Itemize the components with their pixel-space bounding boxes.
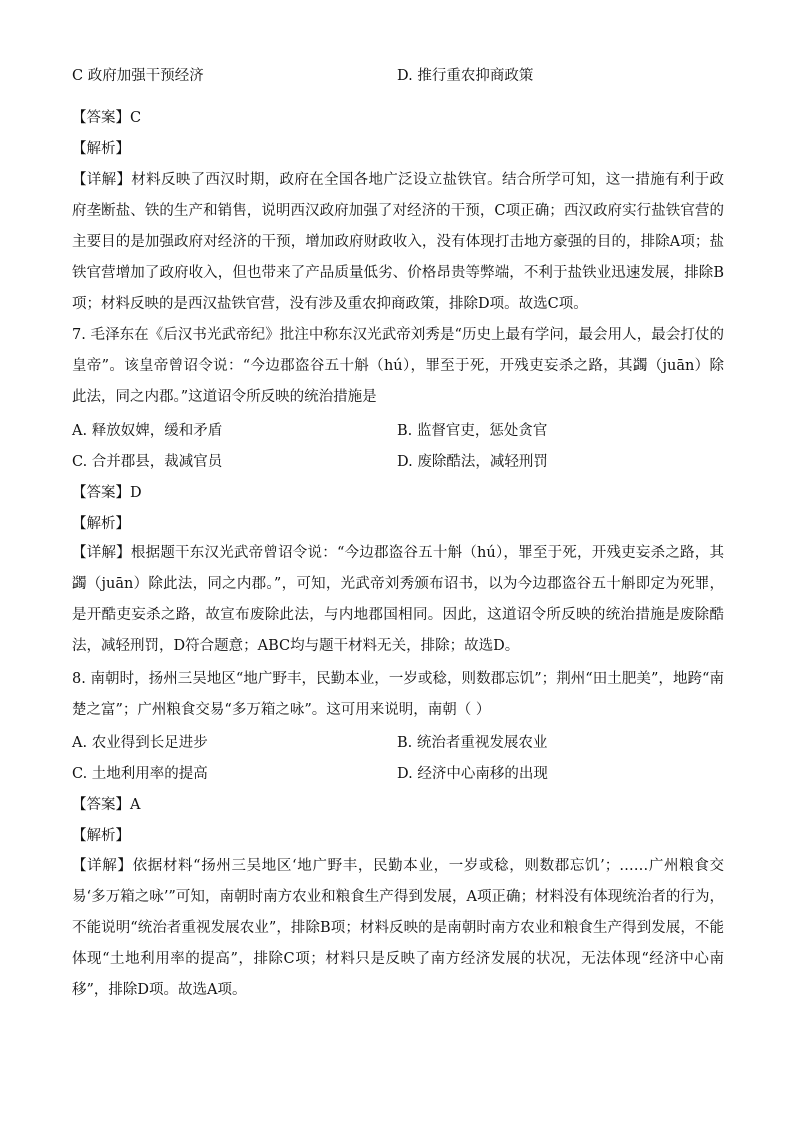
q7-option-b: B. 监督官吏，惩处贪官 [397, 423, 548, 439]
q8-option-c: C. 土地利用率的提高 [72, 766, 208, 782]
q8-option-a: A. 农业得到长足进步 [72, 735, 208, 751]
q7-analysis-label: 【解析】 [72, 516, 130, 532]
q8-stem: 8. 南朝时，扬州三吴地区“地广野丰，民勤本业，一岁或稔，则数郡忘饥”；荆州“田土肥美”，地跨“南楚之富”；广州粮食交易“多万箱之咏”。这可用来说明，南朝（ ） [72, 671, 724, 719]
q7-option-c: C. 合并郡县，裁减官员 [72, 454, 223, 470]
q8-option-d: D. 经济中心南移的出现 [397, 766, 548, 782]
q7-detail: 【详解】根据题干东汉光武帝曾诏令说：“今边郡盗谷五十斛（hú），罪至于死，开残吏妄杀之路，其蠲（juān）除此法，同之内郡。”，可知，光武帝刘秀颁布诏书，以为今边郡盗谷五十斛即定为死罪，是开酷吏妄杀之路，故宣布废除此法，与内地郡国相同。因此，这道诏令所反映的统治措施是废除酷法，减轻刑罚，D符合题意；ABC均与题干材料无关，排除；故选D。 [72, 545, 724, 655]
prev-detail: 【详解】材料反映了西汉时期，政府在全国各地广泛设立盐铁官。结合所学可知，这一措施有利于政府垄断盐、铁的生产和销售，说明西汉政府加强了对经济的干预，C项正确；西汉政府实行盐铁官营的主要目的是加强政府对经济的干预，增加政府财政收入，没有体现打击地方豪强的目的，排除A项；盐铁官营增加了政府收入，但也带来了产品质量低劣、价格昂贵等弊端，不利于盐铁业迅速发展，排除B项；材料反映的是西汉盐铁官营，没有涉及重农抑商政策，排除D项。故选C项。 [72, 172, 724, 313]
q7-answer: 【答案】D [72, 485, 142, 501]
q7-option-d: D. 废除酷法，减轻刑罚 [397, 454, 548, 470]
prev-option-c: C 政府加强干预经济 [72, 68, 204, 84]
prev-analysis-label: 【解析】 [72, 141, 130, 157]
q7-stem: 7. 毛泽东在《后汉书光武帝纪》批注中称东汉光武帝刘秀是“历史上最有学问，最会用人，最会打仗的皇帝”。该皇帝曾诏令说：“今边郡盗谷五十斛（hú），罪至于死，开残吏妄杀之路，其蠲（juān）除此法，同之内郡。”这道诏令所反映的统治措施是 [72, 327, 724, 406]
q8-detail: 【详解】依据材料“扬州三吴地区‘地广野丰，民勤本业，一岁或稔，则数郡忘饥’；……广州粮食交易‘多万箱之咏’”可知，南朝时南方农业和粮食生产得到发展，A项正确；材料没有体现统治者的行为，不能说明“统治者重视发展农业”，排除B项；材料反映的是南朝时南方农业和粮食生产得到发展，不能体现“土地利用率的提高”，排除C项；材料只是反映了南方经济发展的状况，无法体现“经济中心南移”，排除D项。故选A项。 [72, 858, 724, 999]
q8-answer: 【答案】A [72, 797, 141, 813]
prev-option-d: D. 推行重农抑商政策 [397, 68, 534, 84]
q8-option-b: B. 统治者重视发展农业 [397, 735, 548, 751]
prev-answer: 【答案】C [72, 110, 142, 126]
q8-analysis-label: 【解析】 [72, 828, 130, 844]
q7-option-a: A. 释放奴婢，缓和矛盾 [72, 423, 223, 439]
